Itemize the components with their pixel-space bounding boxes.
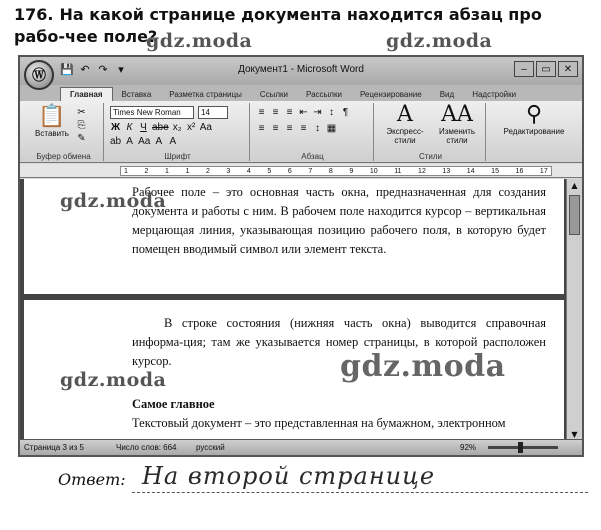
superscript-icon[interactable]: x² — [187, 122, 196, 133]
minimize-button[interactable]: – — [514, 61, 534, 77]
handwritten-answer: На второй странице — [142, 462, 436, 490]
ruler-tick: 1 — [185, 168, 190, 175]
customize-icon[interactable]: ▾ — [118, 64, 124, 76]
ribbon — [20, 101, 582, 163]
editing-group — [488, 103, 580, 161]
paragraph-group-label: Абзац — [301, 152, 324, 161]
ruler-tick: 14 — [466, 168, 475, 175]
multilevel-icon[interactable]: ≡ — [286, 107, 293, 118]
answer-block — [58, 462, 588, 496]
question-text: На какой странице документа находится абзац про рабо-чее поле? — [14, 5, 542, 46]
shrink-font-icon[interactable]: A — [169, 136, 177, 147]
answer-line — [132, 492, 588, 493]
save-icon[interactable]: 💾 — [60, 64, 74, 76]
line-spacing-icon[interactable]: ↕ — [315, 123, 320, 134]
ruler-tick: 10 — [369, 168, 378, 175]
italic-icon[interactable]: К — [126, 122, 133, 133]
clipboard-group — [24, 103, 104, 161]
pilcrow-icon[interactable]: ¶ — [342, 107, 349, 118]
ruler-tick: 1 — [124, 168, 128, 175]
redo-icon[interactable]: ↷ — [98, 64, 108, 76]
ruler-tick: 12 — [418, 168, 426, 175]
increase-indent-icon[interactable]: ⇥ — [313, 107, 322, 118]
change-styles-icon: AA — [441, 102, 473, 127]
word-count[interactable]: Число слов: 664 — [116, 443, 177, 452]
tab-view[interactable]: Вид — [439, 90, 455, 99]
ruler-tick: 2 — [144, 168, 149, 175]
document-area[interactable] — [20, 179, 568, 442]
scroll-down-icon[interactable]: ▼ — [571, 430, 578, 439]
tab-page-layout[interactable]: Разметка страницы — [169, 90, 242, 99]
styles-group-label: Стили — [418, 152, 443, 161]
watermark: gdz.moda — [386, 30, 493, 52]
tab-review[interactable]: Рецензирование — [359, 90, 422, 99]
font-name-select[interactable]: Times New Roman — [110, 106, 194, 119]
change-styles-button[interactable]: AA Изменить стили — [432, 103, 482, 145]
borders-icon[interactable]: ▦ — [326, 123, 337, 134]
change-case-icon[interactable]: Aa — [199, 122, 212, 133]
ruler-tick: 15 — [491, 168, 499, 175]
bullets-icon[interactable]: ≡ — [258, 107, 265, 118]
ruler-tick: 9 — [349, 168, 354, 175]
editing-button[interactable]: ⚲ Редактирование — [492, 103, 576, 136]
office-button[interactable]: Ⓦ — [24, 60, 54, 90]
ruler-tick: 11 — [394, 168, 402, 175]
paragraph-text-document: Текстовый документ – это представленная на бумажном, электронном — [132, 416, 506, 430]
align-left-icon[interactable]: ≡ — [258, 123, 265, 134]
styles-group — [376, 103, 486, 161]
maximize-button[interactable]: ▭ — [536, 61, 556, 77]
tab-addins[interactable]: Надстройки — [472, 90, 517, 99]
ruler-tick: 6 — [287, 168, 292, 175]
scroll-up-icon[interactable]: ▲ — [571, 181, 578, 190]
watermark: gdz.moda — [60, 369, 167, 391]
ribbon-tabs — [20, 85, 582, 101]
vertical-scrollbar[interactable] — [566, 179, 582, 442]
case-icon[interactable]: Aa — [138, 136, 151, 147]
horizontal-ruler[interactable] — [20, 164, 582, 178]
paste-button[interactable]: 📋 Вставить — [32, 105, 72, 138]
grow-font-icon[interactable]: A — [155, 136, 163, 147]
question-number: 176. — [14, 5, 54, 24]
decrease-indent-icon[interactable]: ⇤ — [299, 107, 308, 118]
watermark: gdz.moda — [146, 30, 253, 52]
status-bar — [20, 439, 582, 455]
zoom-slider[interactable] — [488, 446, 558, 449]
window-title: Документ1 - Microsoft Word — [238, 64, 364, 75]
ruler-tick: 1 — [164, 168, 169, 175]
clipboard-group-label: Буфер обмена — [36, 152, 91, 161]
ruler-tick: 2 — [205, 168, 210, 175]
paragraph-group — [252, 103, 374, 161]
watermark: gdz.moda — [60, 190, 167, 212]
numbering-icon[interactable]: ≡ — [272, 107, 279, 118]
tab-home[interactable]: Главная — [60, 87, 113, 101]
align-right-icon[interactable]: ≡ — [286, 123, 293, 134]
font-group — [106, 103, 250, 161]
tab-references[interactable]: Ссылки — [259, 90, 289, 99]
ruler-tick: 7 — [308, 168, 313, 175]
subscript-icon[interactable]: x₂ — [172, 122, 182, 133]
font-group-label: Шрифт — [164, 152, 191, 161]
express-styles-button[interactable]: A Экспресс-стили — [380, 103, 430, 145]
scrollbar-thumb[interactable] — [569, 195, 580, 235]
close-button[interactable]: ✕ — [558, 61, 578, 77]
undo-icon[interactable]: ↶ — [80, 64, 90, 76]
ruler-tick: 8 — [328, 168, 333, 175]
strikethrough-icon[interactable]: abe — [152, 122, 169, 133]
language-indicator[interactable]: русский — [196, 443, 225, 452]
tab-insert[interactable]: Вставка — [121, 90, 152, 99]
format-painter-icon[interactable]: ✎ — [77, 133, 86, 144]
align-center-icon[interactable]: ≡ — [272, 123, 279, 134]
ruler-tick: 17 — [539, 168, 548, 175]
express-styles-icon: A — [397, 102, 413, 127]
paragraph-work-area: Рабочее поле – это основная часть окна, предназначенная для создания документа и работы с ним. В рабочем поле находится курсор – вертикальная мерцающая линия, указывающая позицию рабочего поля, в которую будет помещен вводимый символ или элемент текста. — [132, 185, 546, 256]
page-counter[interactable]: Страница 3 из 5 — [24, 443, 84, 452]
highlight-icon[interactable]: ab — [110, 136, 122, 147]
ruler-tick: 13 — [442, 168, 451, 175]
font-size-select[interactable]: 14 — [198, 106, 228, 119]
paste-icon: 📋 — [38, 104, 66, 129]
title-bar — [20, 57, 582, 85]
zoom-level[interactable]: 92% — [460, 443, 477, 452]
ruler-tick: 5 — [267, 168, 272, 175]
bold-icon[interactable]: Ж — [110, 122, 121, 133]
binoculars-icon: ⚲ — [525, 102, 543, 127]
word-window — [18, 55, 584, 457]
answer-label: Ответ: — [58, 470, 126, 489]
question — [14, 4, 594, 48]
zoom-slider-knob[interactable] — [518, 442, 523, 453]
ruler-tick: 3 — [226, 168, 231, 175]
paragraph-status-bar: В строке состояния (нижняя часть окна) выводится справочная информа-ция; там же указывается номер страницы, в которой расположен курсор. — [132, 316, 546, 368]
ruler-tick: 4 — [246, 168, 251, 175]
underline-icon[interactable]: Ч — [140, 122, 147, 133]
watermark: gdz.moda — [340, 349, 506, 384]
justify-icon[interactable]: ≡ — [300, 123, 307, 134]
ruler-tick: 16 — [515, 168, 524, 175]
cut-icon[interactable]: ✂ — [77, 107, 86, 118]
sort-icon[interactable]: ↕ — [329, 107, 334, 118]
font-color-icon[interactable]: A — [126, 136, 133, 147]
copy-icon[interactable]: ⎘ — [77, 120, 86, 131]
section-heading: Самое главное — [132, 397, 215, 411]
tab-mailings[interactable]: Рассылки — [306, 90, 342, 99]
